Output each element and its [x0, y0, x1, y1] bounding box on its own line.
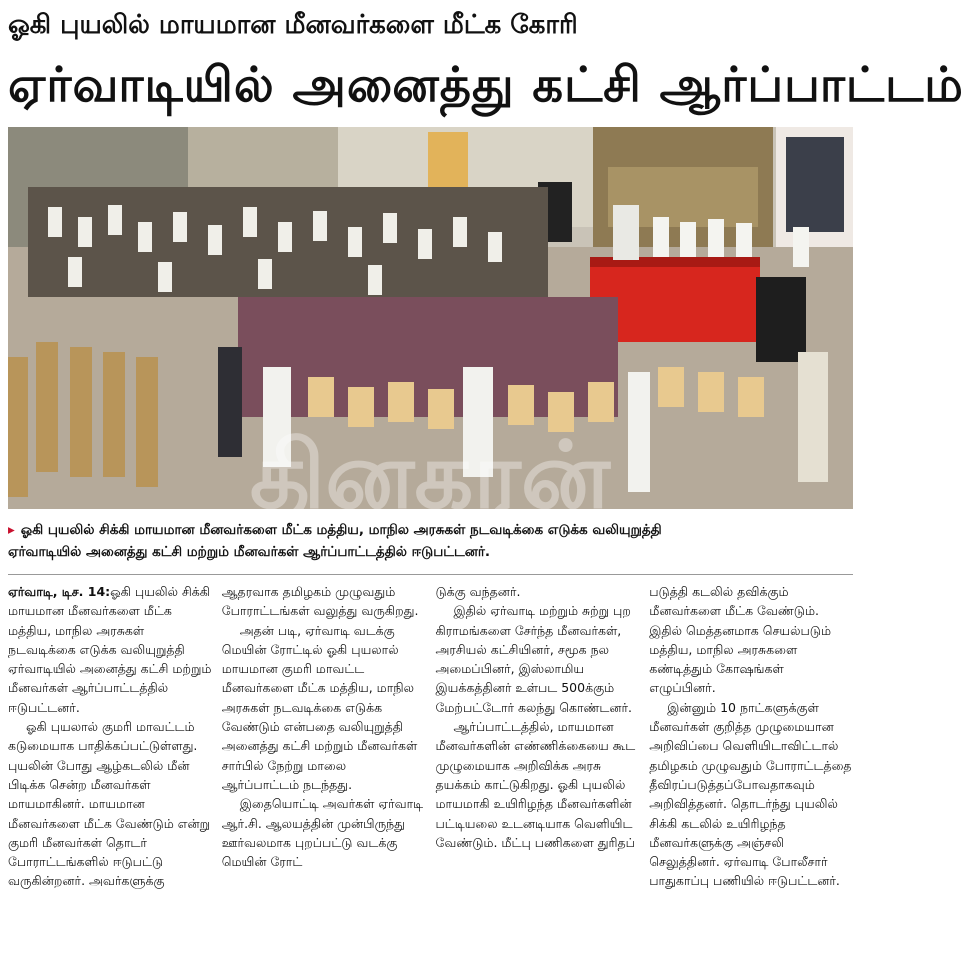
photo-watermark: தினகரன் — [249, 422, 611, 529]
paragraph: இதில் ஏர்வாடி மற்றும் சுற்று புற கிராமங்களை சேர்ந்த மீனவர்கள், அரசியல் கட்சியினர், சமூக நல அமைப்பினர், இஸ்லாமிய இயக்கத்தினர் உள்பட 500க்கும் மேற்பட்டோர் கலந்து கொண்டனர். — [435, 603, 632, 715]
article-column-4 — [649, 582, 853, 960]
article-column-2 — [222, 582, 426, 960]
caption-line-2: ஏர்வாடியில் அனைத்து கட்சி மற்றும் மீனவர்கள் ஆர்ப்பாட்டத்தில் ஈடுபட்டனர். — [8, 544, 491, 560]
paragraph: இதையொட்டி அவர்கள் ஏர்வாடி ஆர்.சி. ஆலயத்தின் முன்பிருந்து ஊர்வலமாக புறப்பட்டு வடக்கு மெயின் ரோட் — [221, 796, 424, 870]
article-column-1 — [8, 582, 212, 960]
article-headline: ஏர்வாடியில் அனைத்து கட்சி ஆர்ப்பாட்டம் — [8, 57, 964, 113]
paragraph: ஆதரவாக தமிழகம் முழுவதும் போராட்டங்கள் வலுத்து வருகிறது. — [221, 584, 419, 619]
paragraph: டுக்கு வந்தனர். — [435, 584, 521, 599]
paragraph: அதன் படி, ஏர்வாடி வடக்கு மெயின் ரோட்டில் ஓகி புயலால் மாயமான குமரி மாவட்ட மீனவர்களை மீட்க மத்திய, மாநில அரசுகள் நடவடிக்கை எடுக்க வேண்டும் என்பதை வலியுறுத்தி அனைத்து கட்சி மற்றும் மீனவர்கள் சார்பில் நேற்று மாலை ஆர்ப்பாட்டம் நடந்தது. — [221, 622, 418, 792]
article-column-3 — [436, 582, 640, 960]
article-kicker: ஓகி புயலில் மாயமான மீனவர்களை மீட்க கோரி — [8, 10, 578, 40]
article-body — [8, 582, 853, 960]
paragraph: ஓகி புயலால் குமரி மாவட்டம் கடுமையாக பாதிக்கப்பட்டுள்ளது. புயலின் போது ஆழ்கடலில் மீன் பிடிக்க சென்ற மீனவர்கள் மாயமாகினர். மாயமான மீனவர்களை மீட்க வேண்டும் என்று குமரி மீனவர்கள் தொடர் போராட்டங்களில் ஈடுபட்டு வருகின்றனர். அவர்களுக்கு — [8, 719, 211, 889]
photo-caption — [8, 519, 853, 567]
paragraph: ஓகி புயலில் சிக்கி மாயமான மீனவர்களை மீட்க மத்திய, மாநில அரசுகள் நடவடிக்கை எடுக்க வலியுறுத்தி ஏர்வாடியில் அனைத்து கட்சி மற்றும் மீனவர்கள் ஆர்ப்பாட்டத்தில் ஈடுபட்டனர். — [8, 584, 212, 715]
paragraph: இன்னும் 10 நாட்களுக்குள் மீனவர்கள் குறித்த முழுமையான அறிவிப்பை வெளியிடாவிட்டால் தமிழகம் முழுவதும் போராட்டத்தை தீவிரப்படுத்தப்போவதாகவும் அறிவித்தனர். தொடர்ந்து புயலில் சிக்கி கடலில் உயிரிழந்த மீனவர்களுக்கு அஞ்சலி செலுத்தினர். ஏர்வாடி போலீசார் பாதுகாப்பு பணியில் ஈடுபட்டனர். — [649, 699, 852, 889]
caption-bullet-icon: ▸ — [8, 522, 15, 538]
paragraph: படுத்தி கடலில் தவிக்கும் மீனவர்களை மீட்க வேண்டும். இதில் மெத்தனமாக செயல்படும் மத்திய, மாநில அரசுகளை கண்டித்தும் கோஷங்கள் எழுப்பினர். — [649, 584, 832, 696]
section-divider — [8, 574, 853, 575]
dateline: ஏர்வாடி, டிச. 14: — [8, 584, 111, 599]
news-photo — [8, 127, 853, 529]
paragraph: ஆர்ப்பாட்டத்தில், மாயமான மீனவர்களின் எண்ணிக்கையை கூட முழுமையாக அறிவிக்க அரசு தயக்கம் காட்டுகிறது. ஓகி புயலில் மாயமாகி உயிரிழந்த மீனவர்களின் பட்டியலை உடனடியாக வெளியிட வேண்டும். மீட்பு பணிகளை துரிதப் — [435, 719, 636, 850]
caption-line-1: ஓகி புயலில் சிக்கி மாயமான மீனவர்களை மீட்க மத்திய, மாநில அரசுகள் நடவடிக்கை எடுக்க வலியுறுத்தி — [20, 522, 662, 538]
